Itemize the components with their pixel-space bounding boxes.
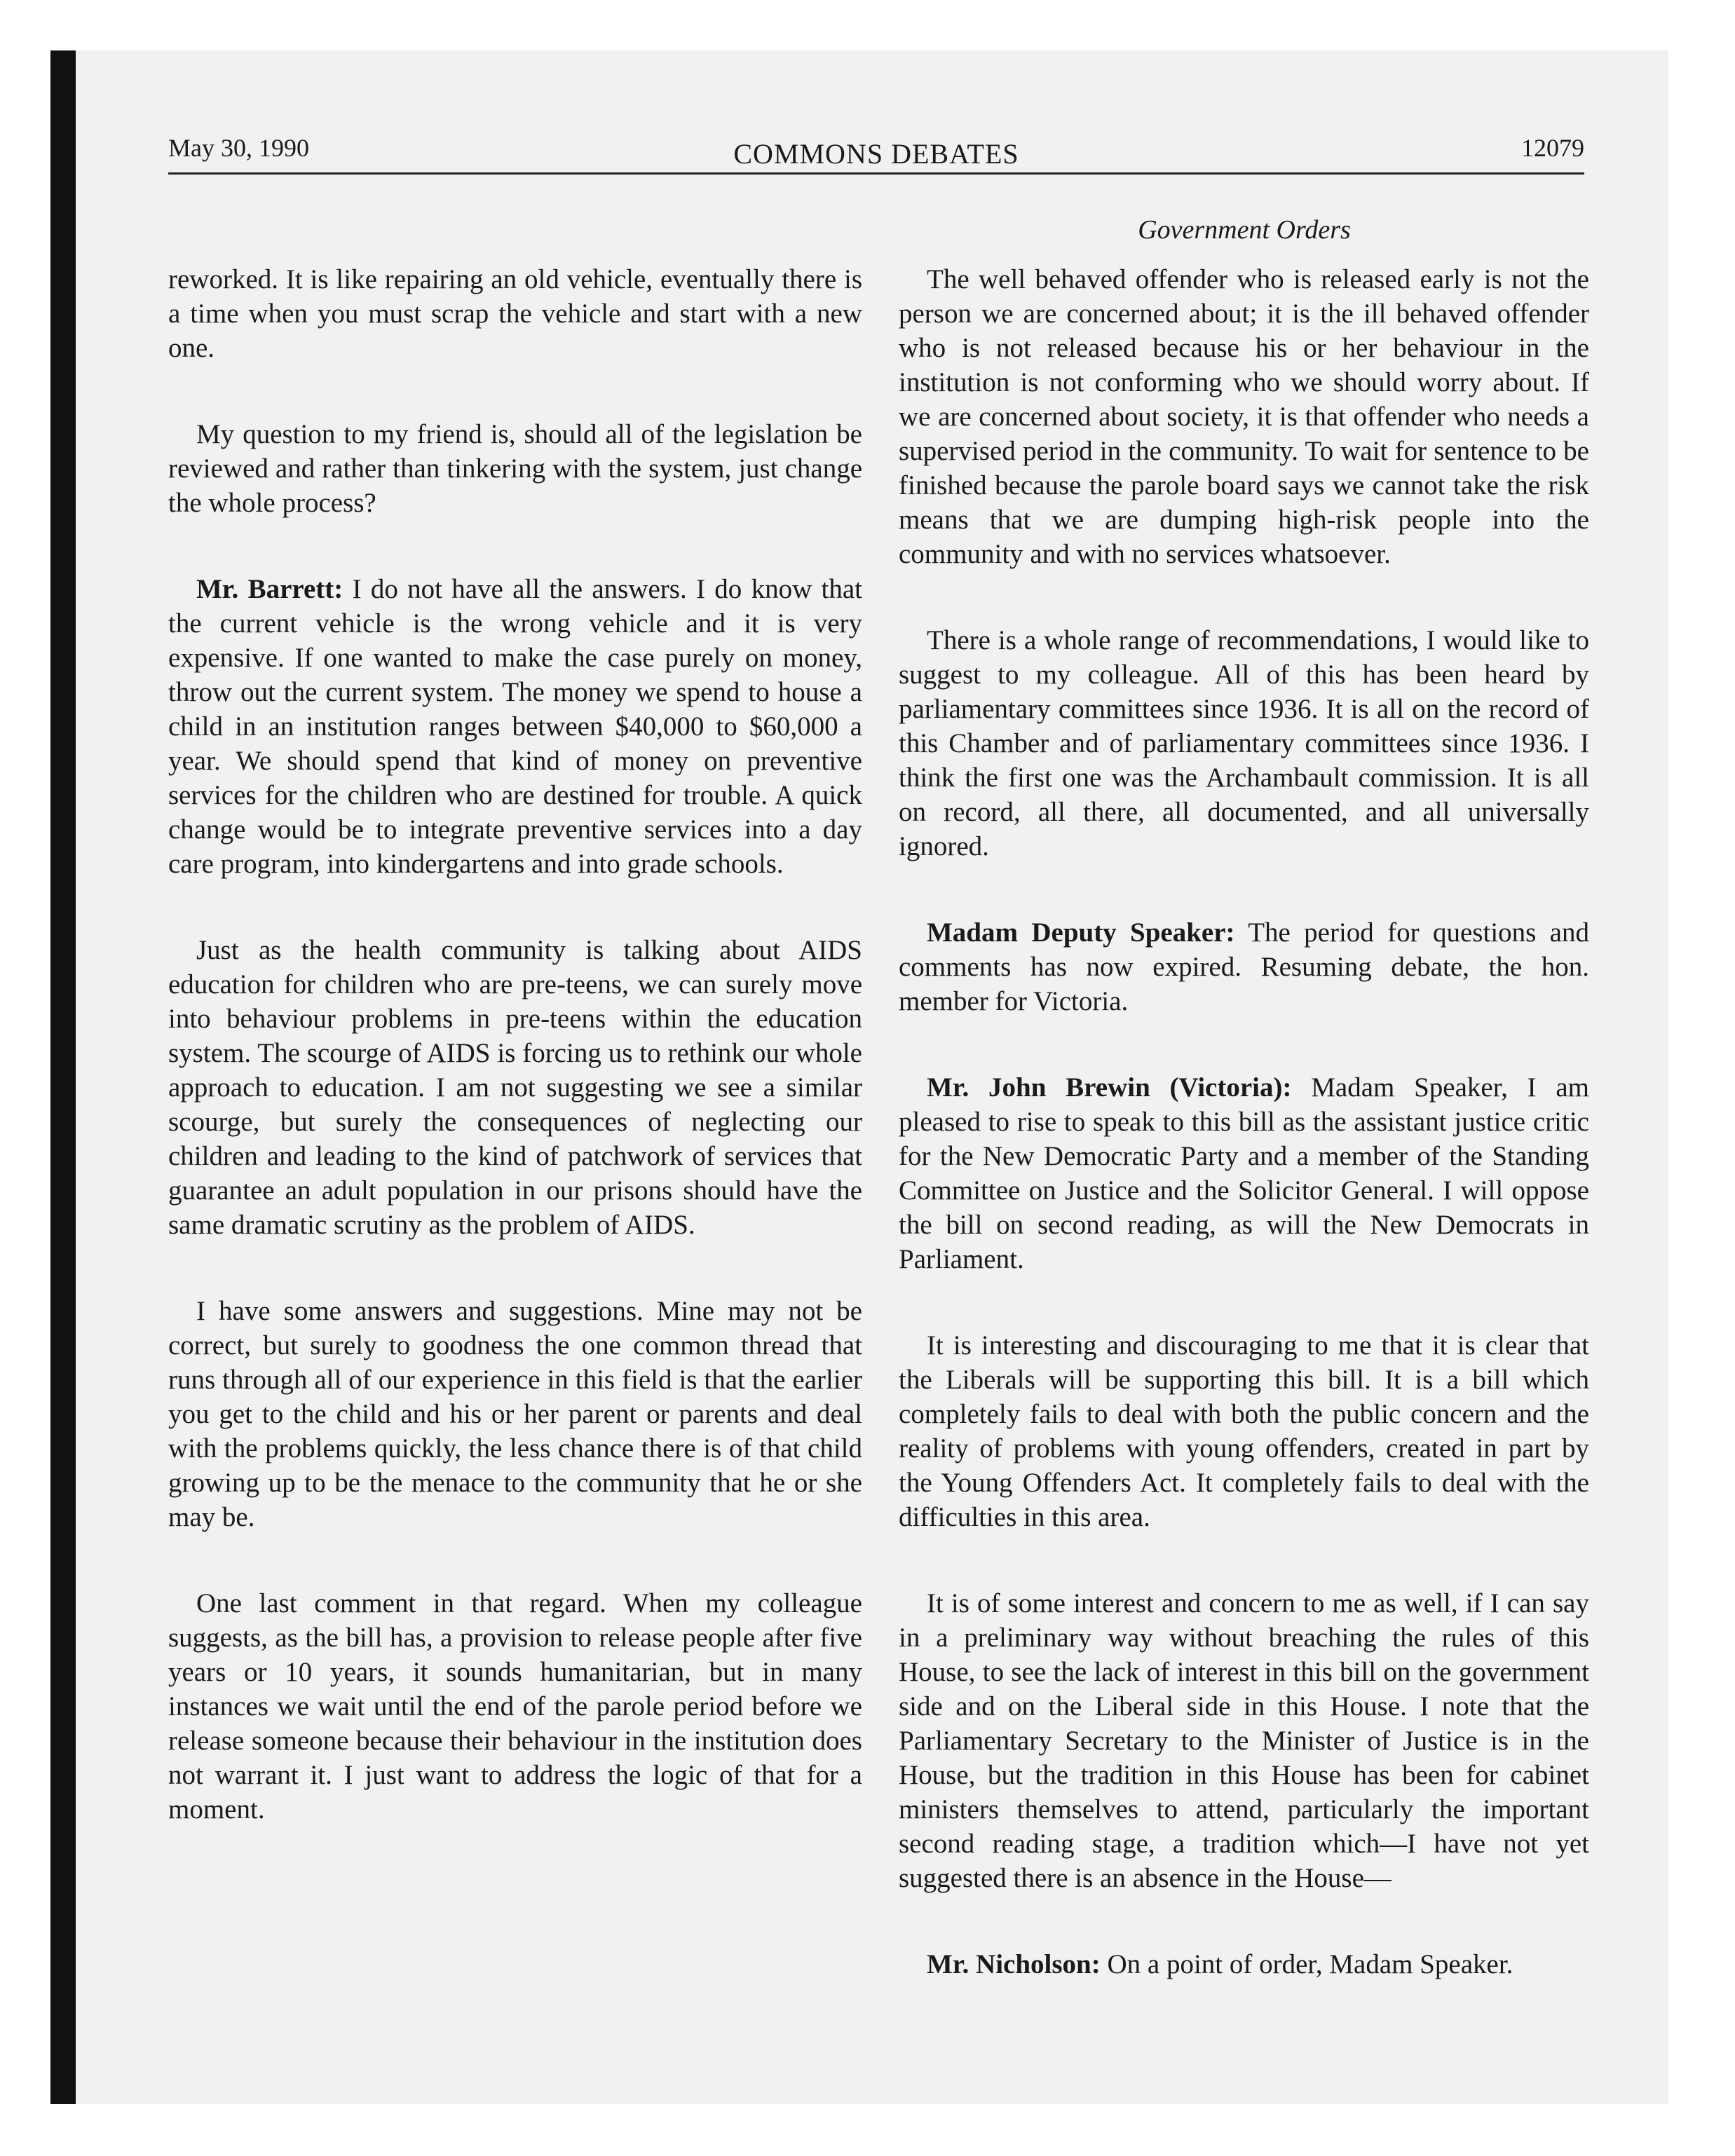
paragraph: Just as the health community is talking about AIDS education for children who are pre-teens, we can surely move into behaviour problems in pre-teens within the education system. The scourge of AIDS is forcing us to rethink our whole approach to education. I am not suggesting we see a similar scourge, but surely the consequences of neglecting our children and leading to the kind of patchwork of services that guarantee an adult population in our prisons should have the same dramatic scrutiny as the problem of AIDS. <box>168 935 862 1240</box>
speaker-name: Mr. Nicholson: <box>927 1949 1101 1979</box>
header-page-number: 12079 <box>1521 134 1584 162</box>
speaker-name: Madam Deputy Speaker: <box>927 917 1235 948</box>
paragraph: I have some answers and suggestions. Mine may not be correct, but surely to goodness the one common thread that runs through all of our experience in this field is that the earlier you get to the child and his or her parent or parents and deal with the problems quickly, the less chance there is of that child growing up to be the menace to the community that he or she may be. <box>168 1296 862 1532</box>
header-date: May 30, 1990 <box>168 134 309 162</box>
paragraph: Mr. John Brewin (Victoria): Madam Speaker, I am pleased to rise to speak to this bill as the assistant justice critic for the New Democratic Party and a member of the Standing Committee on Justice and the Solicitor General. I will oppose the bill on second reading, as will the New Democrats in Parliament. <box>899 1072 1590 1274</box>
section-title: Government Orders <box>1138 215 1351 245</box>
header-title: COMMONS DEBATES <box>733 138 1019 170</box>
paragraph: It is interesting and discouraging to me that it is clear that the Liberals will be supporting this bill. It is a bill which completely fails to deal with both the public concern and the reality of problems with young offenders, created in part by the Young Offenders Act. It completely fails to deal with the difficulties in this area. <box>899 1330 1589 1532</box>
paragraph: Mr. Nicholson: On a point of order, Madam Speaker. <box>927 1949 1513 1979</box>
paragraph: It is of some interest and concern to me as well, if I can say in a preliminary way without breaching the rules of this House, to see the lack of interest in this bill on the government side and on the Liberal side in this House. I note that the Parliamentary Secretary to the Minister of Justice is in the House, but the tradition in this House has been for cabinet ministers themselves to attend, particularly the important second reading stage, a tradition which—I have not yet suggested there is an absence in the House— <box>899 1588 1589 1893</box>
paragraph: My question to my friend is, should all of the legislation be reviewed and rather than tinkering with the system, just change the whole process? <box>168 419 862 518</box>
paragraph: There is a whole range of recommendations, I would like to suggest to my colleague. All of this has been heard by parliamentary committees since 1936. It is all on the record of this Chamber and of parliamentary committees since 1936. I think the first one was the Archambault commission. It is all on record, all there, all documented, and all universally ignored. <box>899 625 1589 861</box>
left-column <box>168 262 862 1827</box>
speaker-name: Mr. Barrett: <box>196 574 343 604</box>
page-header <box>168 133 1584 175</box>
right-column <box>899 262 1589 1981</box>
paragraph: reworked. It is like repairing an old vehicle, eventually there is a time when you must scrap the vehicle and start with a new one. <box>168 264 862 363</box>
paragraph: One last comment in that regard. When my colleague suggests, as the bill has, a provision to release people after five years or 10 years, it sounds humanitarian, but in many instances we wait until the end of the parole period before we release someone because their behaviour in the institution does not warrant it. I just want to address the logic of that for a moment. <box>168 1588 862 1824</box>
scan-edge-shadow <box>50 50 76 2104</box>
speaker-name: Mr. John Brewin (Victoria): <box>927 1072 1292 1103</box>
paragraph: The well behaved offender who is released early is not the person we are concerned about; it is the ill behaved offender who is not released because his or her behaviour in the institution is not conforming who we should worry about. If we are concerned about society, it is that offender who needs a supervised period in the community. To wait for sentence to be finished because the parole board says we cannot take the risk means that we are dumping high-risk people into the community and with no services whatsoever. <box>899 264 1589 569</box>
paragraph: Mr. Barrett: I do not have all the answers. I do know that the current vehicle is the wrong vehicle and it is very expensive. If one wanted to make the case purely on money, throw out the current system. The money we spend to house a child in an institution ranges between $40,000 to $60,000 a year. We should spend that kind of money on preventive services for the children who are destined for trouble. A quick change would be to integrate preventive services into a day care program, into kindergartens and into grade schools. <box>168 574 862 879</box>
paragraph: Madam Deputy Speaker: The period for questions and comments has now expired. Resuming debate, the hon. member for Victoria. <box>899 917 1589 1016</box>
